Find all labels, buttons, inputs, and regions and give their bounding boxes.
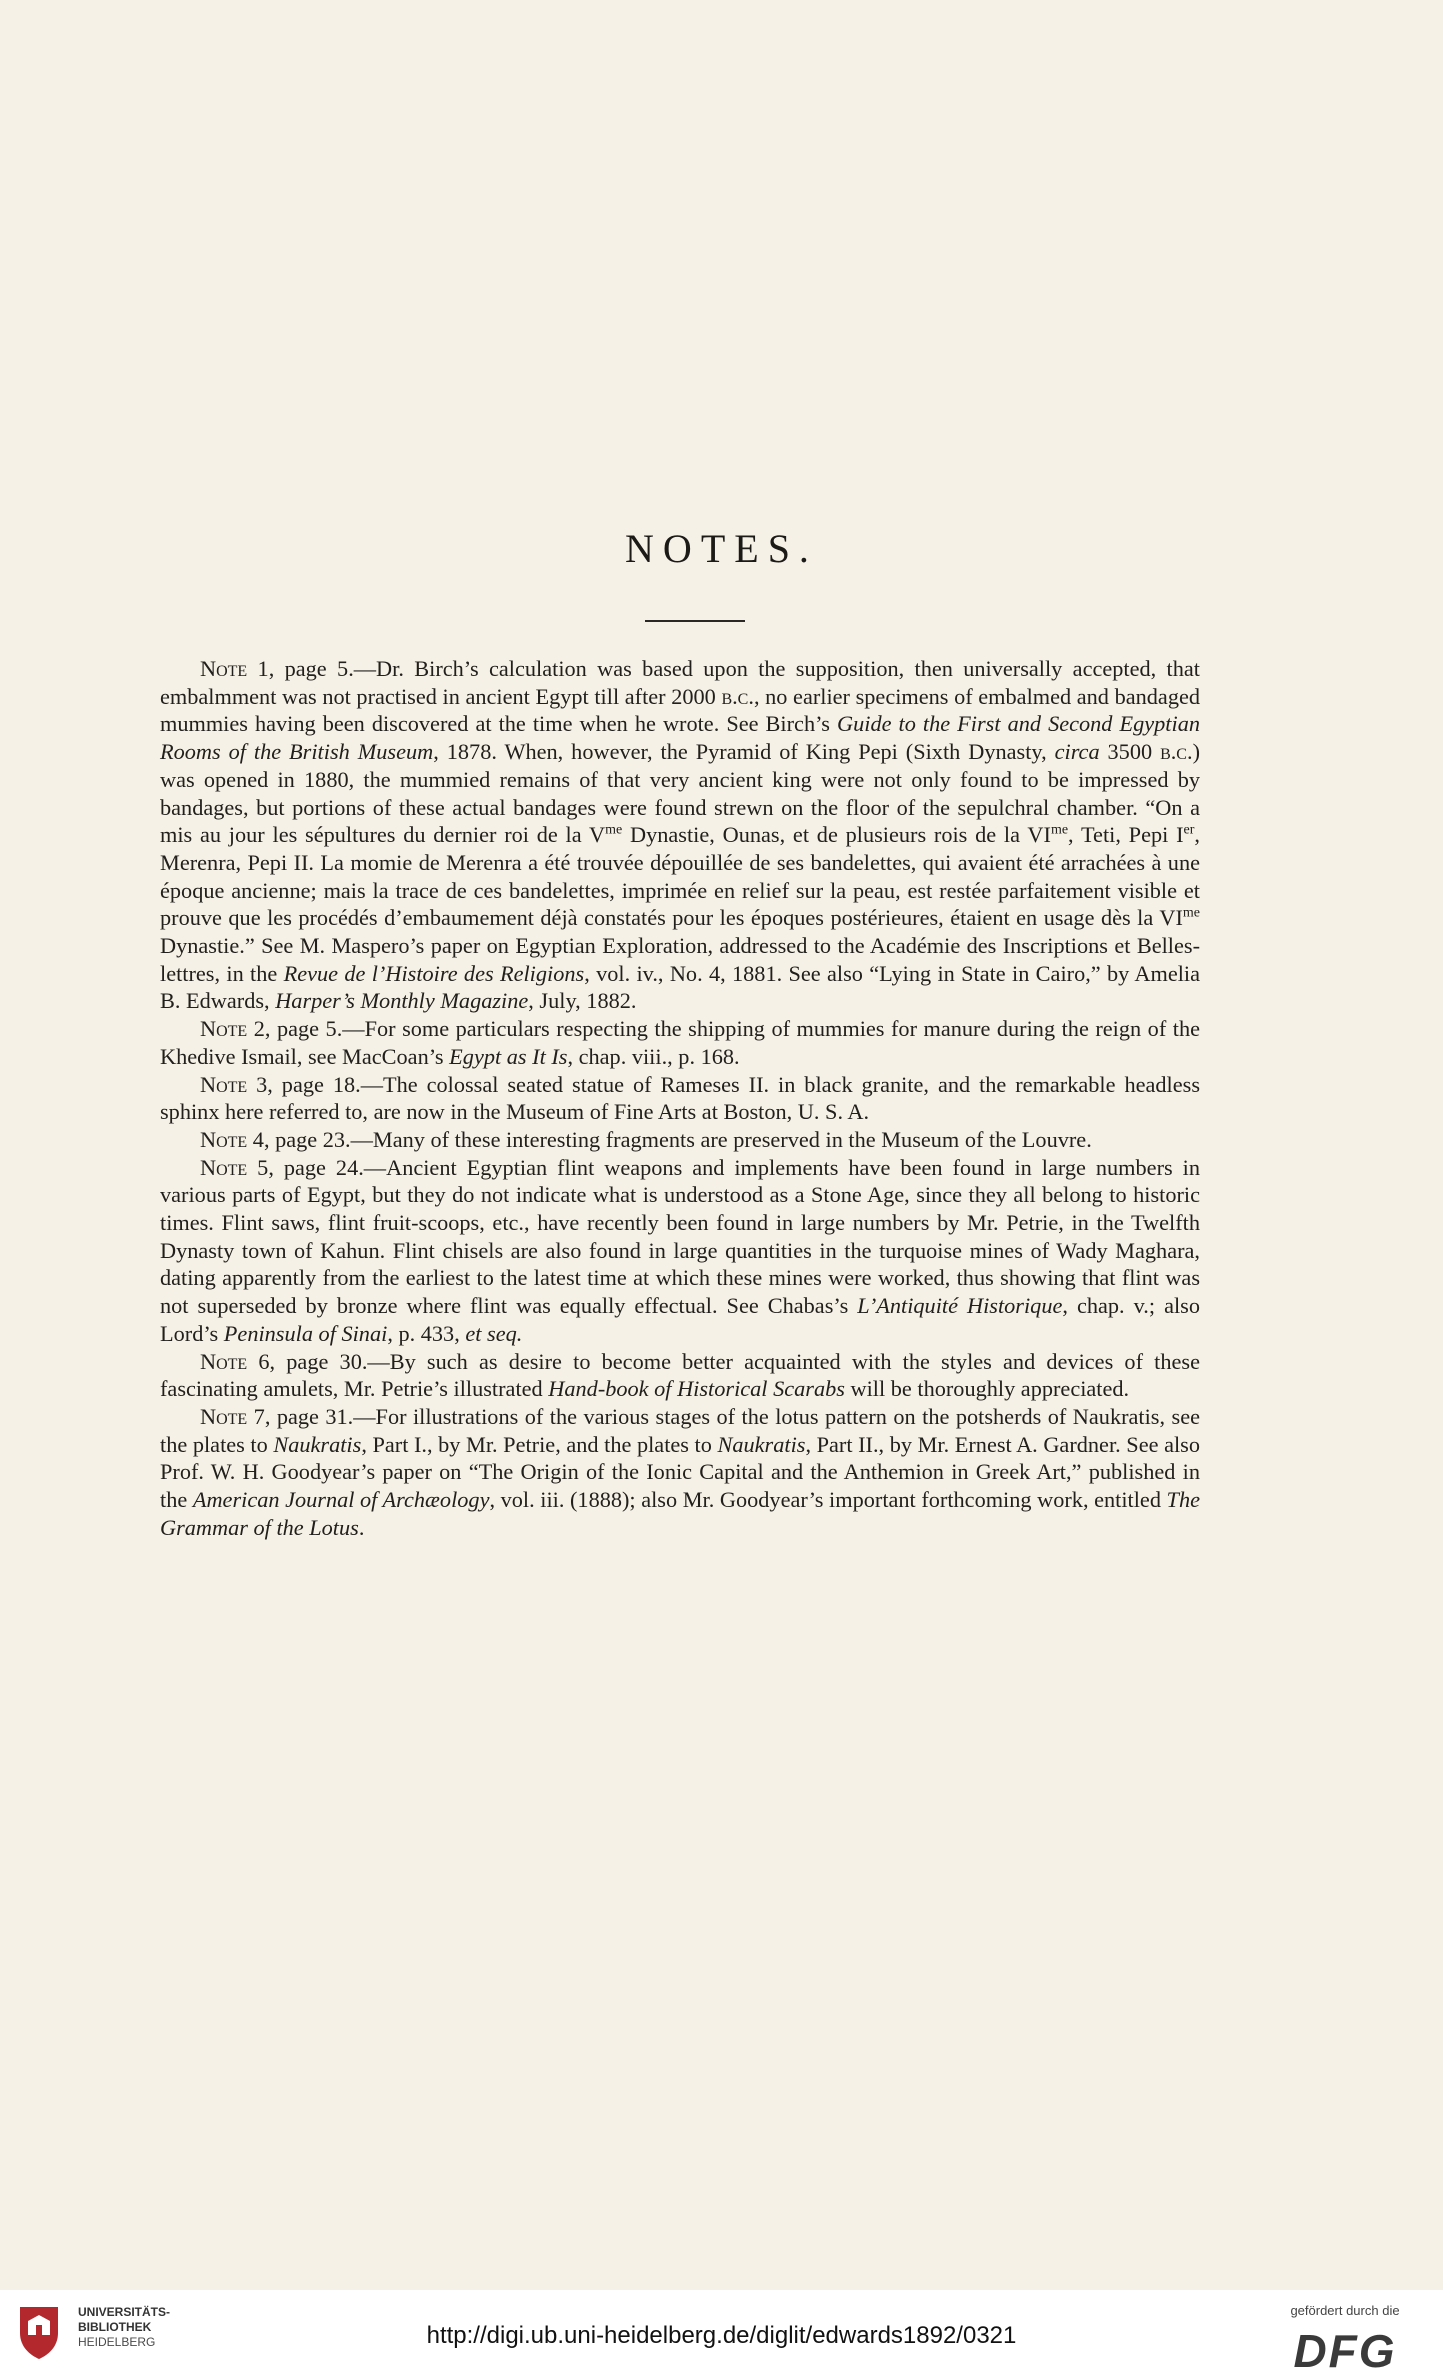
note-text: , vol. iv., No. 4, 1881. See also “Lying in State in Cairo,” by Amelia B. Edwards, bbox=[160, 960, 1201, 1014]
note-text: Naukratis bbox=[717, 1431, 806, 1457]
note-text: Revue de l’Histoire des Religions bbox=[283, 960, 585, 986]
note-text: , page 31.—For illustrations of the various stages of the lotus pattern on the potsherds of Naukratis, see the plates to bbox=[160, 1403, 1200, 1457]
note-text: , page 5.—For some particulars respecting the shipping of mummies for manure during the reign of the Khedive Ismail, see MacCoan’s bbox=[160, 1016, 1200, 1069]
note-text: , page 23.—Many of these interesting fragments are preserved in the Museum of the Louvre. bbox=[263, 1126, 1092, 1152]
note-label: Note 2 bbox=[200, 1016, 265, 1042]
note-text: , Part II., by Mr. Ernest A. Gardner. See also Prof. W. H. Goodyear’s paper on “The Origin of the Ionic Capital and the Anthemion in Greek Art,” published in the bbox=[160, 1431, 1200, 1513]
note-text: , vol. iii. (1888); also Mr. Goodyear’s important forthcoming work, entitled bbox=[489, 1487, 1167, 1513]
note-text: , page 24.—Ancient Egyptian flint weapons and implements have been found in large numbers in various parts of Egypt, but they do not indicate what is understood as a Stone Age, since they all belong to historic times. Flint saws, flint fruit-scoops, etc., have recently been found in large numbers by Mr. Petrie, in the Twelfth Dynasty town of Kahun. Flint chisels are also found in large quantities in the turquoise mines of Wady Maghara, dating apparently from the earliest to the latest time at which these mines were worked, thus showing that flint was not superseded by bronze where flint was equally effectual. See Chabas’s bbox=[160, 1154, 1200, 1319]
note-text: Naukratis bbox=[273, 1431, 362, 1457]
sponsor-caption: gefördert durch die bbox=[1290, 2303, 1400, 2318]
document-url[interactable]: http://digi.ub.uni-heidelberg.de/diglit/edwards1892/0321 bbox=[426, 2322, 1017, 2349]
note-text: L’Antiquité Historique bbox=[857, 1293, 1063, 1319]
note-label: Note 1 bbox=[200, 656, 269, 681]
note-label: Note 7 bbox=[200, 1403, 265, 1429]
note-text: , p. 433, bbox=[387, 1320, 466, 1346]
note-text: , page 5.—Dr. Birch’s calculation was based upon the supposition, then universally accepted, that embalmment was not practised in ancient Egypt till after 2000 bbox=[160, 656, 1200, 709]
note-text: me bbox=[1050, 822, 1069, 838]
note-text: Dynastie.” See M. Maspero’s paper on Egyptian Exploration, addressed to the Académie des Inscriptions et Belles-lettres, in the bbox=[160, 933, 1200, 986]
note-paragraph bbox=[160, 655, 1200, 1015]
note-text: Dynastie, Ounas, et de plusieurs rois de la VI bbox=[622, 822, 1051, 848]
note-text: , 1878. When, however, the Pyramid of King Pepi (Sixth Dynasty, bbox=[433, 739, 1055, 765]
note-text: , chap. viii., p. 168. bbox=[567, 1043, 740, 1069]
note-text: American Journal of Archæology bbox=[192, 1487, 490, 1513]
note-text: me bbox=[1182, 905, 1200, 921]
note-text: Hand-book of Historical Scarabs bbox=[548, 1376, 845, 1402]
note-text: , Teti, Pepi I bbox=[1068, 822, 1184, 848]
note-text: me bbox=[605, 822, 623, 838]
note-text: The Grammar of the Lotus bbox=[160, 1487, 1200, 1540]
note-paragraph bbox=[160, 1403, 1200, 1542]
page-heading: NOTES. bbox=[625, 526, 818, 571]
library-line-1: UNIVERSITÄTS- bbox=[78, 2305, 171, 2319]
notes-section bbox=[160, 655, 1200, 1542]
note-label: Note 3 bbox=[200, 1071, 268, 1097]
note-text: , page 18.—The colossal seated statue of Rameses II. in black granite, and the remarkable headless sphinx here referred to, are now in the Museum of Fine Arts at Boston, U. S. A. bbox=[160, 1071, 1200, 1125]
note-text: Egypt as It Is bbox=[449, 1043, 568, 1069]
note-text: , Merenra, Pepi II. La momie de Merenra a été trouvée dépouillée de ses bandelettes, qui avaient été arrachées à une époque ancienne; mais la trace de ces bandelettes, imprimée en relief sur la peau, est restée parfaitement visible et prouve que les procédés d’embaumement déjà constatés pour les époques postérieures, étaient en usage dès la VI bbox=[160, 822, 1200, 931]
note-paragraph bbox=[160, 1015, 1200, 1070]
library-line-3: HEIDELBERG bbox=[78, 2335, 156, 2349]
dfg-logo: DFG bbox=[1293, 2325, 1397, 2377]
note-text: , page 30.—By such as desire to become better acquainted with the styles and devices of these fascinating amulets, Mr. Petrie’s illustrated bbox=[160, 1348, 1200, 1402]
note-paragraph bbox=[160, 1154, 1200, 1348]
note-text: , July, 1882. bbox=[528, 988, 637, 1014]
note-text: will be thoroughly appreciated. bbox=[844, 1376, 1130, 1402]
note-paragraph bbox=[160, 1071, 1200, 1126]
note-text: circa bbox=[1054, 739, 1100, 765]
note-text: et seq. bbox=[465, 1320, 523, 1346]
note-paragraph bbox=[160, 1126, 1200, 1154]
note-text: , chap. v.; also Lord’s bbox=[160, 1293, 1200, 1346]
note-text: ) was opened in 1880, the mummied remains of that very ancient king were not only found to be impressed by bandages, but portions of these actual bandages were found strewn on the floor of the sepulchral chamber. “On a mis au jour les sépultures du dernier roi de la V bbox=[160, 739, 1200, 848]
note-text: Harper’s Monthly Magazine bbox=[275, 988, 529, 1014]
note-label: Note 4 bbox=[200, 1126, 264, 1152]
library-line-2: BIBLIOTHEK bbox=[78, 2320, 152, 2334]
note-text: er bbox=[1183, 822, 1195, 838]
note-label: Note 6 bbox=[200, 1348, 270, 1374]
note-text: Guide to the First and Second Egyptian Rooms of the British Museum bbox=[160, 711, 1200, 765]
heading-rule bbox=[645, 620, 745, 622]
note-paragraph bbox=[160, 1348, 1200, 1403]
note-text: b.c. bbox=[721, 683, 754, 709]
note-text: Peninsula of Sinai bbox=[223, 1320, 388, 1346]
note-text: , no earlier specimens of embalmed and bandaged mummies having been discovered at the time when he wrote. See Birch’s bbox=[160, 683, 1201, 737]
note-text: b.c. bbox=[1160, 739, 1193, 765]
note-text: , Part I., by Mr. Petrie, and the plates to bbox=[361, 1431, 718, 1457]
note-text: . bbox=[358, 1514, 365, 1540]
note-text: 3500 bbox=[1099, 739, 1161, 765]
note-label: Note 5 bbox=[200, 1154, 269, 1180]
